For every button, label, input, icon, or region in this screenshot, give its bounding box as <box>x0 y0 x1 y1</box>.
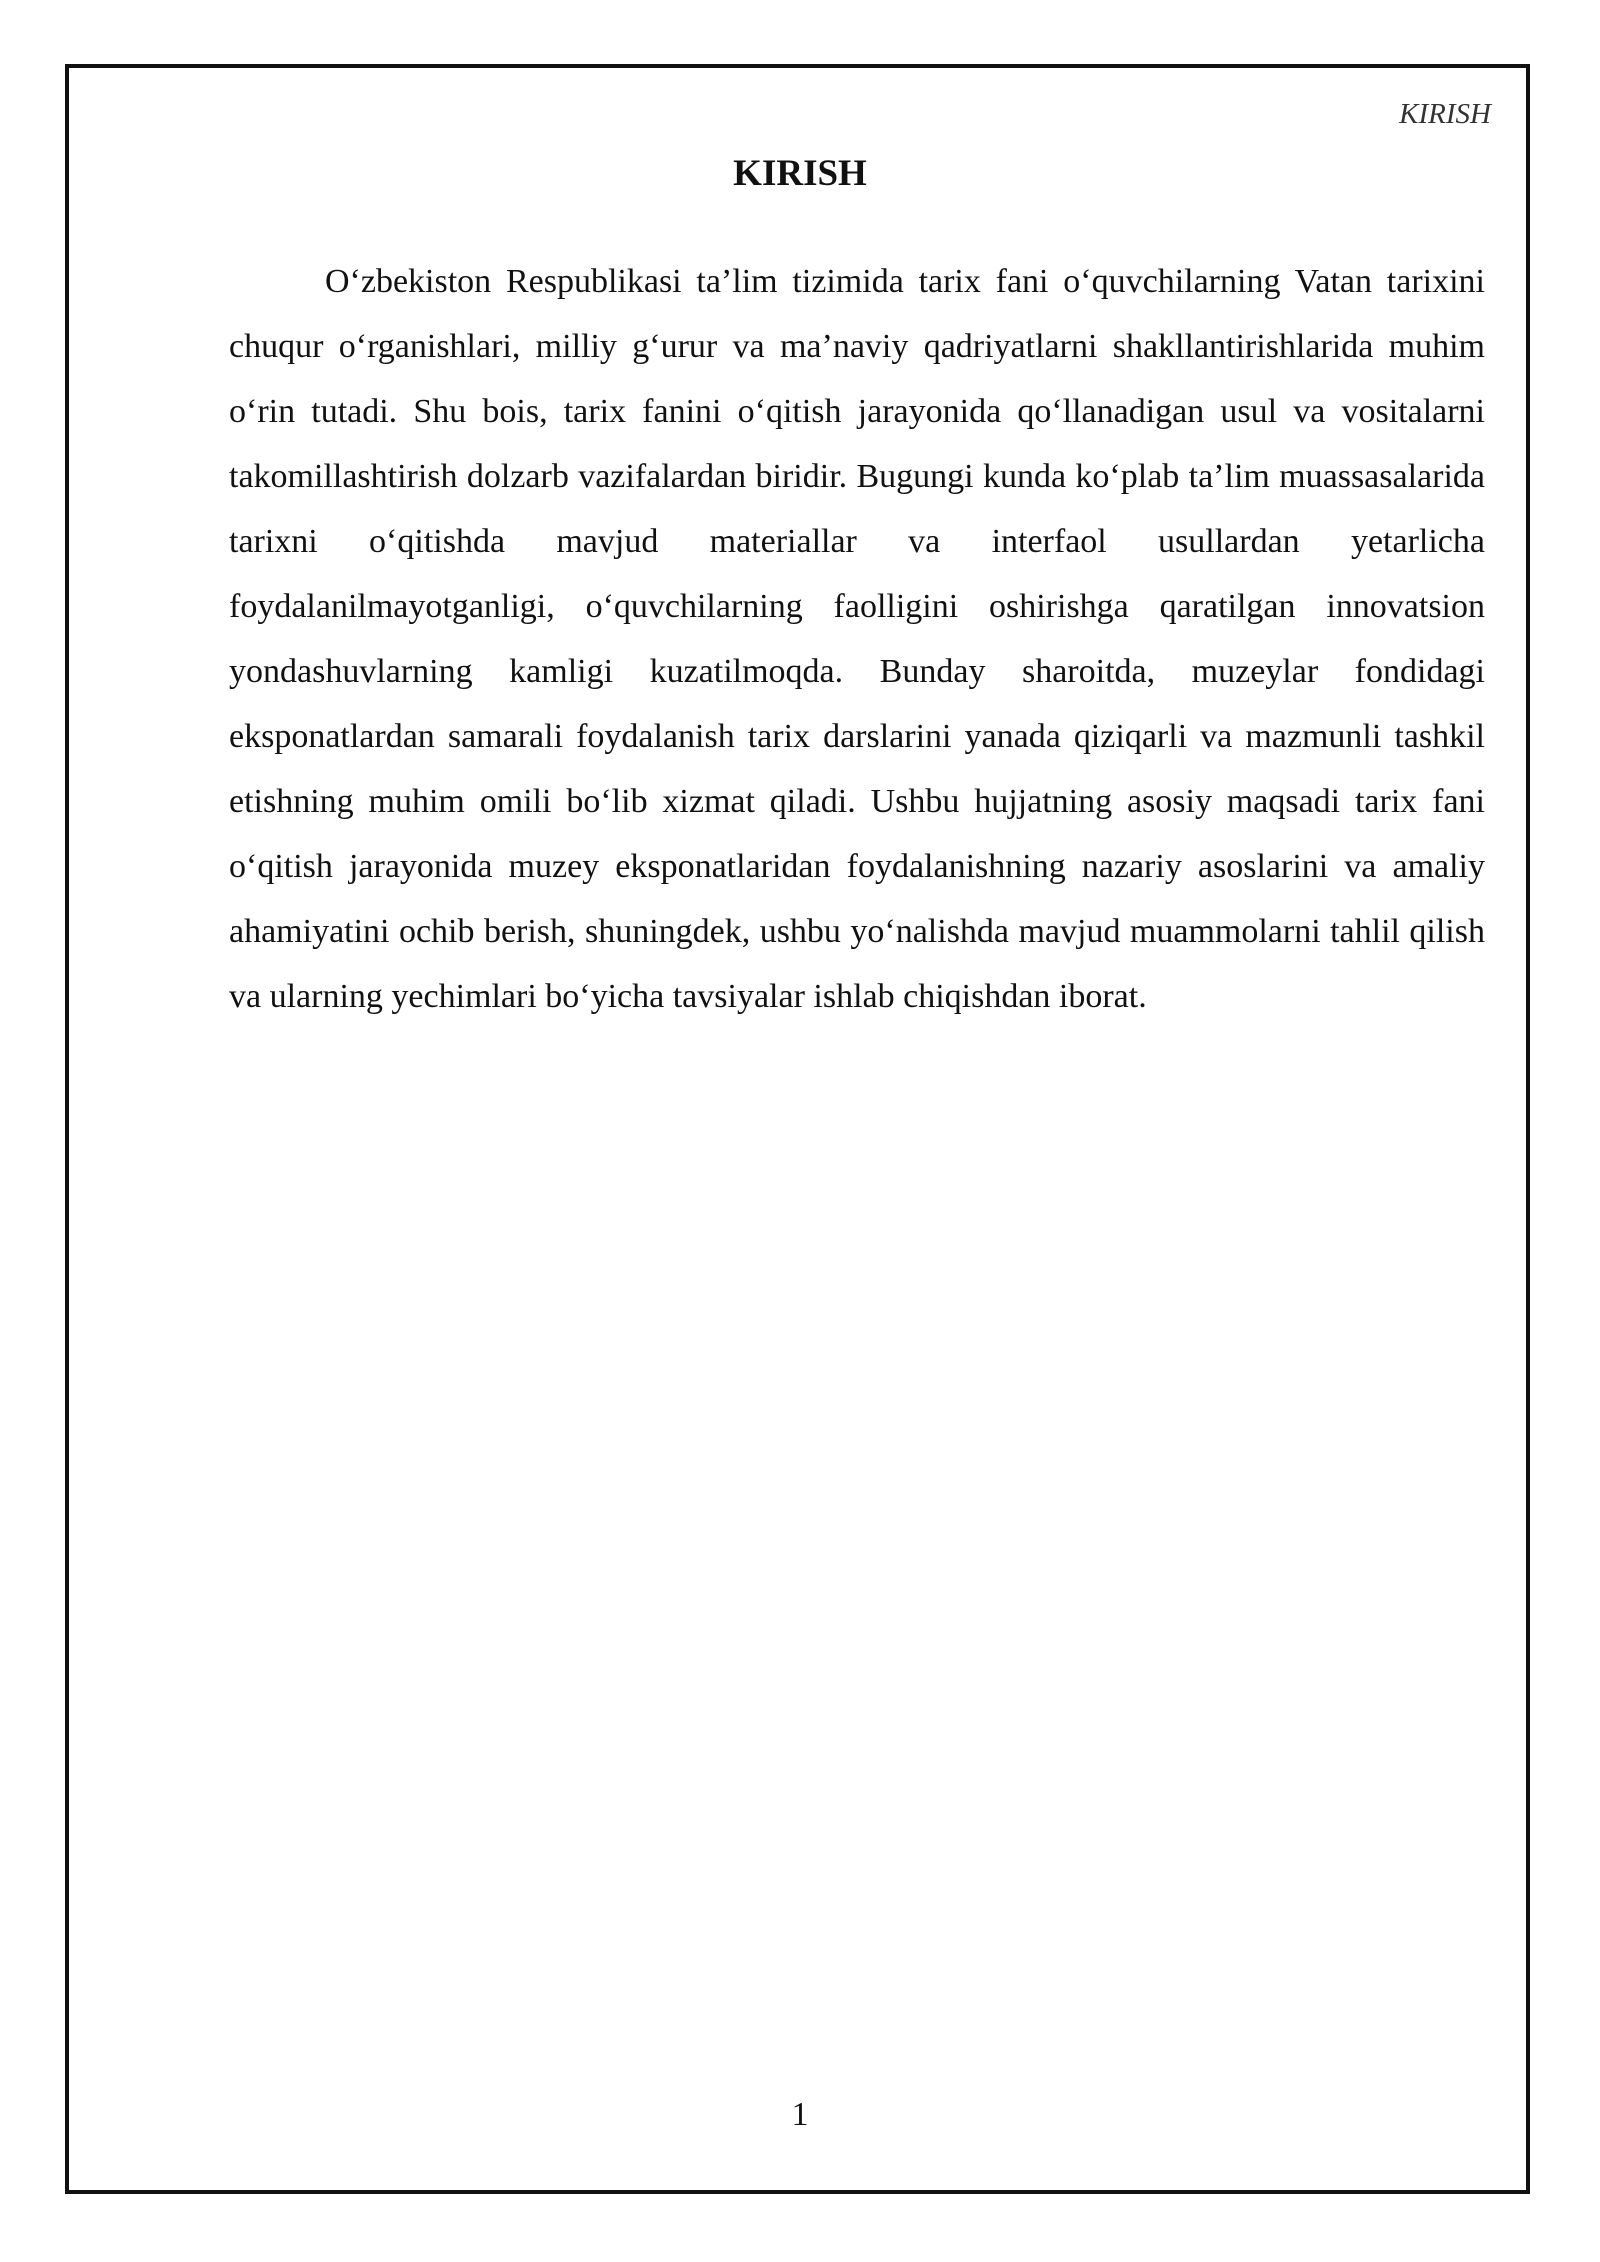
page-number: 1 <box>791 2096 809 2133</box>
body-paragraph: O‘zbekiston Respublikasi ta’lim tizimida tarix fani o‘quvchilarning Vatan tarixini chuqur o‘rganishlari, milliy g‘urur va ma’naviy qadriyatlarni shakllantirishlarida muhim o‘rin tutadi. Shu bois, tarix fanini o‘qitish jarayonida qo‘llanadigan usul va vositalarni takomillashtirish dolzarb vazifalardan biridir. Bugungi kunda ko‘plab ta’lim muassasalarida tarixni o‘qitishda mavjud materiallar va interfaol usullardan yetarlicha foydalanilmayotganligi, o‘quvchilarning faolligini oshirishga qaratilgan innovatsion yondashuvlarning kamligi kuzatilmoqda. Bunday sharoitda, muzeylar fondidagi eksponatlardan samarali foydalanish tarix darslarini yanada qiziqarli va mazmunli tashkil etishning muhim omili bo‘lib xizmat qiladi. Ushbu hujjatning asosiy maqsadi tarix fani o‘qitish jarayonida muzey eksponatlaridan foydalanishning nazariy asoslarini va amaliy ahamiyatini ochib berish, shuningdek, ushbu yo‘nalishda mavjud muammolarni tahlil qilish va ularning yechimlari bo‘yicha tavsiyalar ishlab chiqishdan iborat. <box>229 263 1485 1015</box>
running-header: KIRISH <box>1399 98 1491 130</box>
page-title: KIRISH <box>733 153 867 194</box>
